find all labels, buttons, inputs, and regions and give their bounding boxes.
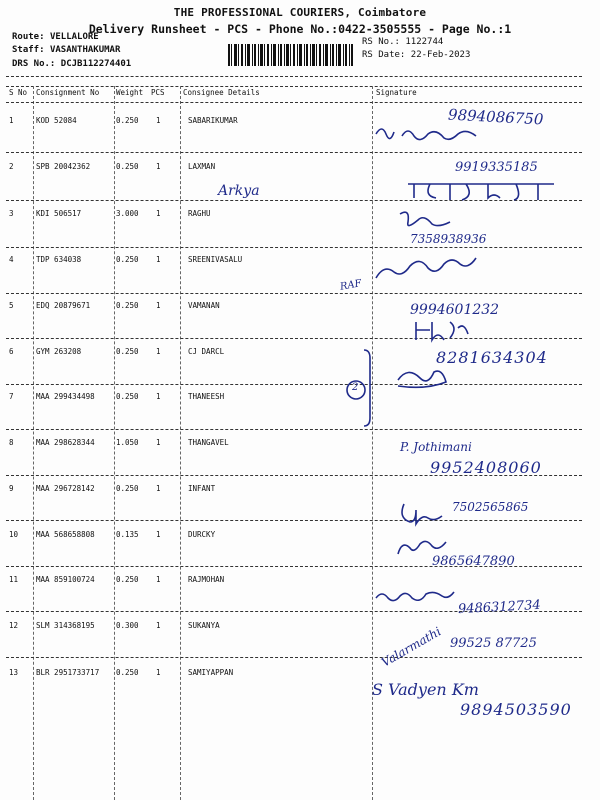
cell-pcs: 1 (156, 209, 161, 218)
cell-sno: 11 (9, 575, 19, 584)
runsheet-subtitle: Delivery Runsheet - PCS - Phone No.:0422-3505555 - Page No.:1 (88, 22, 512, 36)
cell-weight: 1.050 (116, 438, 139, 447)
cell-weight: 0.250 (116, 575, 139, 584)
handwritten-name: Arkya (218, 183, 260, 199)
cell-consignee: SABARIKUMAR (188, 116, 238, 125)
barcode (228, 44, 353, 66)
header-divider-top (6, 76, 582, 77)
cell-consignee: LAXMAN (188, 162, 216, 171)
cell-consignee: THANEESH (188, 392, 225, 401)
cell-sno: 7 (9, 392, 14, 401)
col-header-weight: Weight (116, 88, 144, 97)
handwritten-phone: 9952408060 (430, 458, 542, 477)
cell-consignment: EDQ 20879671 (36, 301, 91, 310)
bracket-annotation (344, 340, 474, 440)
route-label: Route: (12, 32, 45, 42)
route-value: VELLALORE (49, 32, 99, 42)
cell-weight: 0.250 (116, 255, 139, 264)
col-header-sno: S No (9, 88, 28, 97)
cell-pcs: 1 (156, 484, 161, 493)
handwritten-phone: 8281634304 (436, 348, 548, 367)
handwritten-phone: 99525 87725 (450, 636, 537, 651)
staff-label: Staff: (12, 45, 45, 55)
row-divider (6, 293, 582, 294)
staff-line (12, 45, 120, 55)
drs-value: DCJB112274401 (60, 59, 132, 69)
signature-scribble (404, 176, 564, 204)
cell-consignment: MAA 299434498 (36, 392, 95, 401)
signature-scribble (372, 586, 462, 606)
handwritten-phone: 9919335185 (455, 160, 538, 175)
cell-consignee: SAMIYAPPAN (188, 668, 234, 677)
cell-pcs: 1 (156, 668, 161, 677)
company-title: THE PROFESSIONAL COURIERS, Coimbatore (173, 6, 427, 19)
cell-consignment: MAA 296728142 (36, 484, 95, 493)
cell-consignee: DURCKY (188, 530, 216, 539)
cell-consignee: CJ DARCL (188, 347, 225, 356)
handwritten-name: S Vadyen Km (372, 680, 479, 699)
signature-scribble (396, 208, 456, 232)
row-divider (6, 429, 582, 430)
handwritten-mark: 2 (352, 382, 359, 393)
cell-weight: 0.250 (116, 116, 139, 125)
handwritten-phone: 9894086750 (447, 105, 544, 129)
cell-pcs: 1 (156, 116, 161, 125)
staff-value: VASANTHAKUMAR (49, 45, 121, 55)
cell-pcs: 1 (156, 347, 161, 356)
handwritten-phone: 9994601232 (410, 302, 500, 318)
cell-consignment: GYM 263208 (36, 347, 82, 356)
handwritten-note: RAF (339, 278, 363, 293)
cell-sno: 10 (9, 530, 19, 539)
cell-consignment: TDP 634038 (36, 255, 82, 264)
cell-consignment: SPB 20042362 (36, 162, 91, 171)
cell-consignment: SLM 314368195 (36, 621, 95, 630)
handwritten-name: Valarmathi (378, 624, 444, 670)
table-row (0, 530, 600, 550)
handwritten-phone: 7358938936 (410, 232, 487, 246)
handwritten-phone: 9894503590 (460, 700, 572, 719)
cell-consignment: MAA 298628344 (36, 438, 95, 447)
cell-sno: 2 (9, 162, 14, 171)
signature-scribble (396, 500, 446, 528)
cell-consignee: RAGHU (188, 209, 211, 218)
cell-pcs: 1 (156, 621, 161, 630)
cell-pcs: 1 (156, 301, 161, 310)
cell-pcs: 1 (156, 392, 161, 401)
col-header-pcs: PCS (151, 88, 165, 97)
cell-consignee: INFANT (188, 484, 216, 493)
cell-weight: 0.250 (116, 162, 139, 171)
cell-weight: 0.250 (116, 484, 139, 493)
row-divider (6, 657, 582, 658)
cell-consignee: SUKANYA (188, 621, 220, 630)
drs-line (12, 59, 131, 69)
cell-sno: 3 (9, 209, 14, 218)
cell-weight: 0.250 (116, 347, 139, 356)
cell-weight: 0.250 (116, 668, 139, 677)
handwritten-phone: 7502565865 (452, 500, 529, 514)
handwritten-phone: 9865647890 (432, 554, 515, 569)
table-row (0, 438, 600, 458)
rs-date-line (362, 50, 470, 60)
table-row (0, 255, 600, 275)
table-row (0, 668, 600, 688)
cell-consignment: BLR 2951733717 (36, 668, 100, 677)
cell-sno: 1 (9, 116, 14, 125)
signature-scribble (372, 120, 492, 150)
cell-sno: 5 (9, 301, 14, 310)
col-header-signature: Signature (376, 88, 417, 97)
rs-no-label: RS No.: (362, 37, 400, 47)
cell-consignee: SREENIVASALU (188, 255, 243, 264)
cell-consignment: KOD 52084 (36, 116, 77, 125)
drs-label: DRS No.: (12, 59, 56, 69)
table-row (0, 392, 600, 412)
cell-pcs: 1 (156, 255, 161, 264)
column-header-divider (6, 102, 582, 103)
row-divider (6, 520, 582, 521)
cell-consignee: VAMANAN (188, 301, 220, 310)
cell-consignment: MAA 859100724 (36, 575, 95, 584)
col-header-consignment: Consignment No (36, 88, 100, 97)
rs-no-value: 1122744 (405, 37, 444, 47)
table-row (0, 301, 600, 321)
cell-weight: 0.300 (116, 621, 139, 630)
cell-consignee: THANGAVEL (188, 438, 229, 447)
row-divider (6, 338, 582, 339)
cell-pcs: 1 (156, 530, 161, 539)
cell-weight: 3.000 (116, 209, 139, 218)
cell-sno: 12 (9, 621, 19, 630)
col-header-consignee: Consignee Details (183, 88, 260, 97)
table-row (0, 209, 600, 229)
table-row (0, 575, 600, 595)
rs-no-line (362, 37, 443, 47)
signature-scribble (372, 256, 482, 286)
row-divider (6, 152, 582, 153)
rs-date-label: RS Date: (362, 50, 406, 60)
cell-weight: 0.250 (116, 301, 139, 310)
cell-pcs: 1 (156, 162, 161, 171)
cell-pcs: 1 (156, 438, 161, 447)
cell-sno: 6 (9, 347, 14, 356)
cell-sno: 8 (9, 438, 14, 447)
row-divider (6, 384, 582, 385)
cell-sno: 4 (9, 255, 14, 264)
cell-sno: 9 (9, 484, 14, 493)
rs-date-value: 22-Feb-2023 (410, 50, 471, 60)
cell-consignment: MAA 568658808 (36, 530, 95, 539)
cell-consignment: KDI 506517 (36, 209, 82, 218)
handwritten-name: P. Jothimani (400, 440, 472, 454)
row-divider (6, 247, 582, 248)
header-divider (6, 86, 582, 87)
handwritten-phone: 9486312734 (457, 597, 542, 618)
cell-sno: 13 (9, 668, 19, 677)
cell-pcs: 1 (156, 575, 161, 584)
cell-weight: 0.135 (116, 530, 139, 539)
route-line (12, 32, 99, 42)
cell-consignee: RAJMOHAN (188, 575, 225, 584)
cell-weight: 0.250 (116, 392, 139, 401)
